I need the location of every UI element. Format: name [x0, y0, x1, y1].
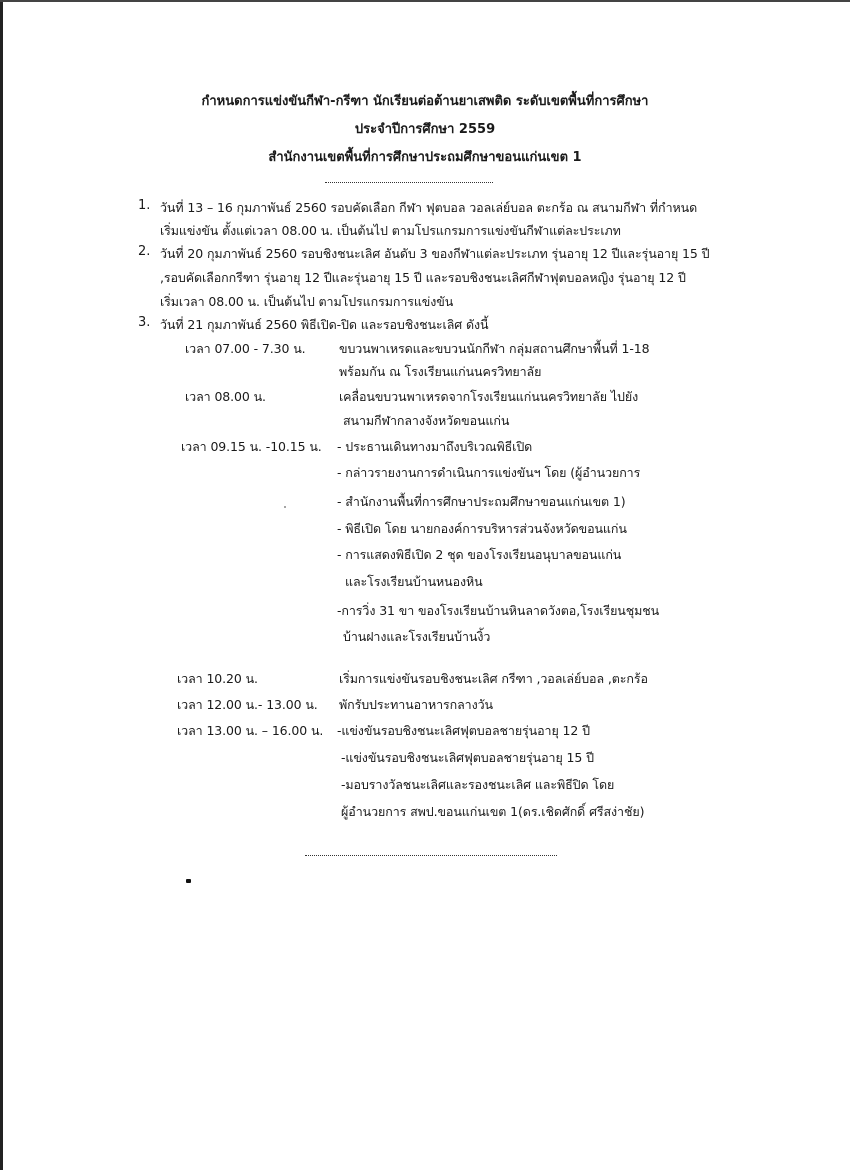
schedule-6-line-2: -แข่งขันรอบชิงชนะเลิศฟุตบอลชายรุ่นอายุ 15 ปี: [341, 750, 594, 765]
schedule-6-time: เวลา 13.00 น. – 16.00 น.: [177, 723, 324, 738]
schedule-2-line-2: สนามกีฬากลางจังหวัดขอนแก่น: [343, 413, 510, 428]
title-line-3: สำนักงานเขตพื้นที่การศึกษาประถมศึกษาขอนแก่นเขต 1: [268, 150, 582, 165]
schedule-3-line-2: - กล่าวรายงานการดำเนินการแข่งขันฯ โดย (ผู้อำนวยการ: [337, 465, 641, 480]
schedule-5-time: เวลา 12.00 น.- 13.00 น.: [177, 697, 318, 712]
item-3-number: 3.: [138, 315, 151, 330]
schedule-3-line-4: - พิธีเปิด โดย นายกองค์การบริหารส่วนจังหวัดขอนแก่น: [337, 521, 627, 536]
item-1-line-1: วันที่ 13 – 16 กุมภาพันธ์ 2560 รอบคัดเลือก กีฬา ฟุตบอล วอลเล่ย์บอล ตะกร้อ ณ สนามกีฬา ที่กำหนด: [160, 200, 698, 215]
schedule-3-line-8: บ้านฝางและโรงเรียนบ้านงิ้ว: [343, 629, 491, 644]
schedule-3-time: เวลา 09.15 น. -10.15 น.: [181, 439, 322, 454]
item-1-line-2: เริ่มแข่งขัน ตั้งแต่เวลา 08.00 น. เป็นต้นไป ตามโปรแกรมการแข่งขันกีฬาแต่ละประเภท: [160, 223, 621, 238]
schedule-4-time: เวลา 10.20 น.: [177, 671, 258, 686]
schedule-2-line-1: เคลื่อนขบวนพาเหรดจากโรงเรียนแก่นนครวิทยาลัย ไปยัง: [339, 389, 639, 404]
schedule-2-time: เวลา 08.00 น.: [185, 389, 266, 404]
item-2-number: 2.: [138, 244, 151, 259]
schedule-3-line-5: - การแสดงพิธีเปิด 2 ชุด ของโรงเรียนอนุบาลขอนแก่น: [337, 547, 622, 562]
item-2-line-1: วันที่ 20 กุมภาพันธ์ 2560 รอบชิงชนะเลิศ อันดับ 3 ของกีฬาแต่ละประเภท รุ่นอายุ 12 ปีและรุ่นอายุ 15 ปี: [160, 246, 710, 261]
schedule-6-line-3: -มอบรางวัลชนะเลิศและรองชนะเลิศ และพิธีปิด โดย: [341, 777, 615, 792]
item-2-line-3: เริ่มเวลา 08.00 น. เป็นต้นไป ตามโปรแกรมการแข่งขัน: [160, 294, 454, 309]
schedule-3-line-3: - สำนักงานพื้นที่การศึกษาประถมศึกษาขอนแก่นเขต 1): [337, 494, 626, 509]
header-divider: [325, 182, 493, 183]
schedule-3-line-6: และโรงเรียนบ้านหนองหิน: [345, 574, 483, 589]
scan-speck: [186, 879, 191, 883]
scan-speck: [284, 506, 286, 508]
schedule-6-line-1: -แข่งขันรอบชิงชนะเลิศฟุตบอลชายรุ่นอายุ 12 ปี: [337, 723, 590, 738]
footer-divider: [305, 855, 557, 856]
schedule-6-line-4: ผู้อำนวยการ สพป.ขอนแก่นเขต 1(ดร.เชิดศักดิ์ ศรีสง่าชัย): [341, 804, 645, 819]
schedule-1-time: เวลา 07.00 - 7.30 น.: [185, 341, 306, 356]
schedule-1-line-1: ขบวนพาเหรดและขบวนนักกีฬา กลุ่มสถานศึกษาพื้นที่ 1-18: [339, 341, 650, 356]
title-line-1: กำหนดการแข่งขันกีฬา-กรีฑา นักเรียนต่อต้านยาเสพติด ระดับเขตพื้นที่การศึกษา: [201, 94, 649, 109]
schedule-5-line-1: พักรับประทานอาหารกลางวัน: [339, 697, 493, 712]
item-1-number: 1.: [138, 198, 151, 213]
item-2-line-2: ,รอบคัดเลือกกรีฑา รุ่นอายุ 12 ปีและรุ่นอายุ 15 ปี และรอบชิงชนะเลิศกีฬาฟุตบอลหญิง รุ่นอายุ 12 ปี: [160, 270, 686, 285]
schedule-1-line-2: พร้อมกัน ณ โรงเรียนแก่นนครวิทยาลัย: [339, 364, 542, 379]
schedule-3-line-7: -การวิ่ง 31 ขา ของโรงเรียนบ้านหินลาดวังตอ,โรงเรียนชุมชน: [337, 603, 660, 618]
scan-edge-left: [0, 0, 3, 1170]
item-3-line-1: วันที่ 21 กุมภาพันธ์ 2560 พิธีเปิด-ปิด และรอบชิงชนะเลิศ ดังนี้: [160, 317, 489, 332]
title-line-2: ประจำปีการศึกษา 2559: [354, 122, 496, 137]
scan-edge-top: [0, 0, 850, 2]
schedule-4-line-1: เริ่มการแข่งขันรอบชิงชนะเลิศ กรีฑา ,วอลเล่ย์บอล ,ตะกร้อ: [339, 671, 648, 686]
schedule-3-line-1: - ประธานเดินทางมาถึงบริเวณพิธีเปิด: [337, 439, 533, 454]
